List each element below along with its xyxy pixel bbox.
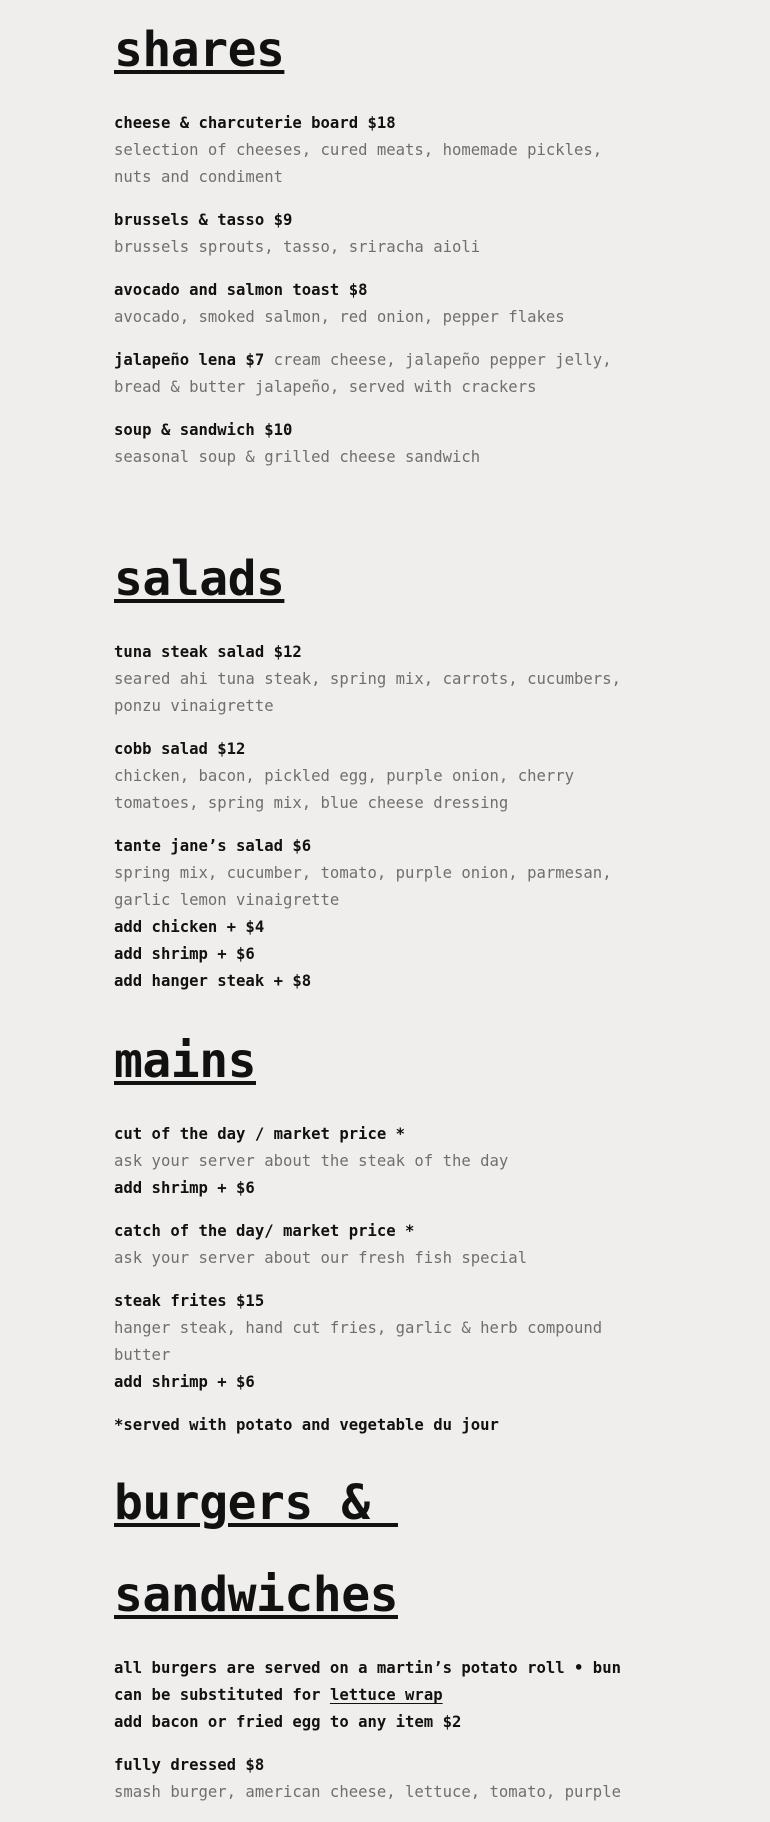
item-desc: spring mix, cucumber, tomato, purple onion, parmesan, (114, 864, 612, 882)
item-desc: nuts and condiment (114, 168, 283, 186)
shares-section (114, 4, 674, 487)
salads-heading: salads (114, 551, 285, 607)
menu-item (114, 1218, 674, 1272)
item-desc: ask your server about the steak of the day (114, 1152, 509, 1170)
item-desc: butter (114, 1346, 171, 1364)
item-name: tuna steak salad $12 (114, 643, 302, 661)
burger-note: all burgers are served on a martin’s potato roll • bun can be substituted for lettuce wrap add bacon or fried egg to any item $2 (114, 1659, 621, 1731)
menu-item (114, 277, 674, 331)
footnote: *served with potato and vegetable du jour (114, 1416, 499, 1434)
add-on: add shrimp + $6 (114, 1373, 255, 1391)
mains-section (114, 1015, 674, 1455)
item-name: catch of the day/ market price * (114, 1222, 415, 1240)
burgers-heading-line2: sandwiches (114, 1567, 398, 1623)
menu-item (114, 1288, 674, 1396)
item-desc: selection of cheeses, cured meats, homemade pickles, (114, 141, 603, 159)
item-name: steak frites $15 (114, 1292, 265, 1310)
burgers-section (114, 1457, 674, 1822)
item-desc: ask your server about our fresh fish special (114, 1249, 528, 1267)
shares-heading: shares (114, 22, 285, 78)
item-desc: hanger steak, hand cut fries, garlic & herb compound (114, 1319, 603, 1337)
menu-item (114, 639, 674, 720)
item-desc: seasonal soup & grilled cheese sandwich (114, 448, 481, 466)
item-desc: chicken, bacon, pickled egg, purple onion, cherry (114, 767, 575, 785)
menu-item (114, 207, 674, 261)
item-name: cobb salad $12 (114, 740, 246, 758)
item-desc: tomatoes, spring mix, blue cheese dressing (114, 794, 509, 812)
item-name: soup & sandwich $10 (114, 421, 293, 439)
item-desc: bread & butter jalapeño, served with crackers (114, 378, 537, 396)
lettuce-wrap-link[interactable]: lettuce wrap (329, 1686, 443, 1704)
add-on: add shrimp + $6 (114, 1179, 255, 1197)
salads-section (114, 533, 674, 1011)
item-desc: ponzu vinaigrette (114, 697, 274, 715)
item-desc: brussels sprouts, tasso, sriracha aioli (114, 238, 481, 256)
item-name: cheese & charcuterie board $18 (114, 114, 396, 132)
item-name: cut of the day / market price * (114, 1125, 406, 1143)
item-desc: seared ahi tuna steak, spring mix, carrots, cucumbers, (114, 670, 621, 688)
menu-item (114, 1121, 674, 1202)
item-desc: garlic lemon vinaigrette (114, 891, 340, 909)
menu-item (114, 110, 674, 191)
item-desc: cream cheese, jalapeño pepper jelly, (264, 351, 612, 369)
item-desc: avocado, smoked salmon, red onion, pepper flakes (114, 308, 565, 326)
mains-heading: mains (114, 1033, 256, 1089)
add-on: add shrimp + $6 (114, 945, 255, 963)
item-desc: smash burger, american cheese, lettuce, tomato, purple (114, 1783, 621, 1801)
burgers-heading: burgers & (114, 1475, 398, 1531)
add-on: add chicken + $4 (114, 918, 265, 936)
item-name: avocado and salmon toast $8 (114, 281, 368, 299)
item-name: brussels & tasso $9 (114, 211, 293, 229)
menu-item (114, 417, 674, 471)
menu-item (114, 833, 674, 995)
item-name: jalapeño lena $7 (114, 351, 265, 369)
menu-item (114, 736, 674, 817)
menu-item (114, 1752, 674, 1806)
add-on: add hanger steak + $8 (114, 972, 312, 990)
item-name: fully dressed $8 (114, 1756, 265, 1774)
menu-item (114, 347, 674, 401)
item-name: tante jane’s salad $6 (114, 837, 312, 855)
